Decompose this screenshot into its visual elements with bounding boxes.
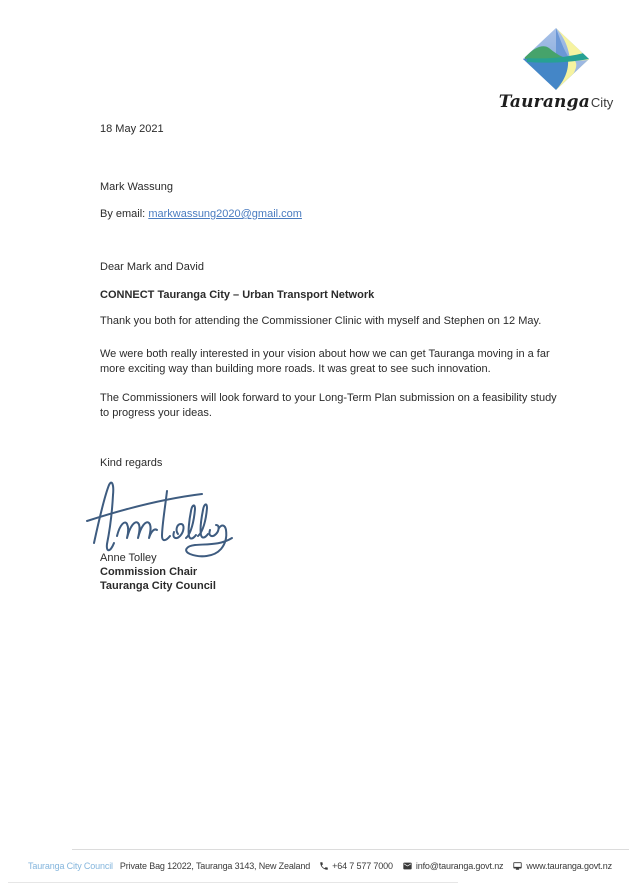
salutation: Dear Mark and David (100, 261, 204, 273)
envelope-icon (402, 861, 413, 871)
footer-website (512, 861, 612, 871)
footer-address: Private Bag 12022, Tauranga 3143, New Zealand (119, 861, 311, 871)
tauranga-diamond-icon (523, 28, 589, 90)
subject-line: CONNECT Tauranga City – Urban Transport Network (100, 289, 375, 301)
phone-icon (319, 861, 329, 871)
closing: Kind regards (100, 457, 163, 469)
footer-email (402, 861, 504, 871)
recipient-email-link[interactable]: markwassung2020@gmail.com (148, 208, 302, 220)
signatory-name: Anne Tolley (100, 552, 157, 564)
letter-date: 18 May 2021 (100, 123, 164, 135)
footer-phone-number: +64 7 577 7000 (332, 861, 393, 871)
by-email-line (100, 207, 562, 222)
footer (28, 861, 628, 871)
signatory-title: Commission Chair (100, 566, 198, 578)
monitor-icon (512, 861, 523, 871)
paragraph-1: Thank you both for attending the Commissioner Clinic with myself and Stephen on 12 May. (100, 315, 542, 327)
signatory-block (100, 551, 562, 593)
footer-divider (72, 849, 629, 850)
logo (497, 28, 615, 112)
signature (86, 477, 244, 559)
by-email-label: By email: (100, 208, 146, 220)
footer-phone (319, 861, 393, 871)
recipient-name: Mark Wassung (100, 181, 173, 193)
paragraph-2: We were both really interested in your vision about how we can get Tauranga moving in a far more exciting way than building more roads. It was great to see such innovation. (100, 348, 550, 375)
signatory-org: Tauranga City Council (100, 580, 216, 592)
footer-website-url: www.tauranga.govt.nz (526, 861, 612, 871)
scan-artifact-line (8, 882, 458, 883)
logo-text-city: City (590, 95, 614, 110)
footer-email-address: info@tauranga.govt.nz (415, 861, 504, 871)
footer-org: Tauranga City Council (28, 861, 113, 871)
logo-wordmark (497, 92, 615, 112)
logo-text-tauranga: Tauranga (498, 92, 590, 112)
paragraph-3: The Commissioners will look forward to your Long-Term Plan submission on a feasibility study to progress your ideas. (100, 392, 557, 419)
